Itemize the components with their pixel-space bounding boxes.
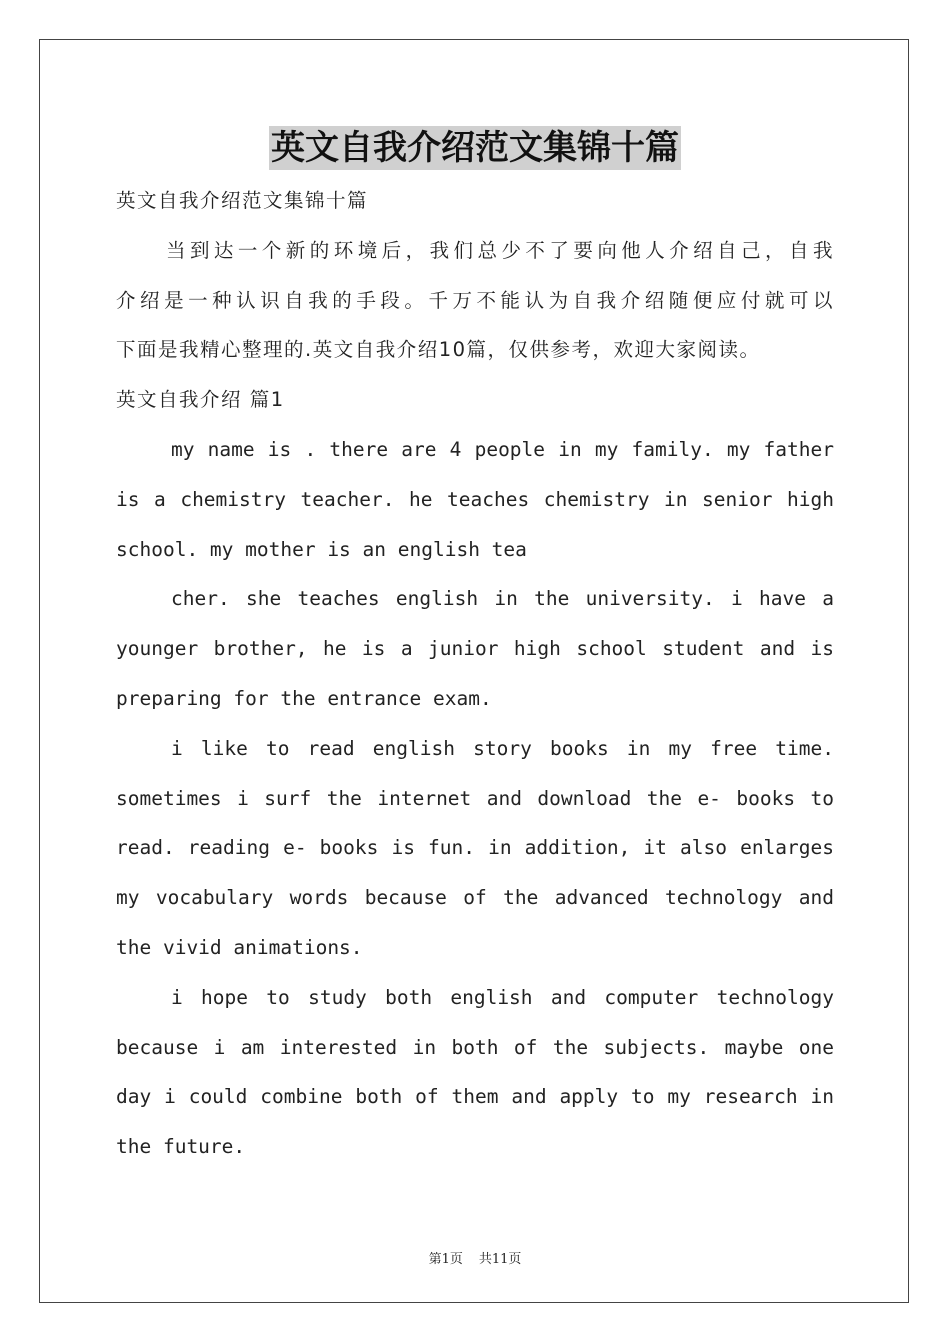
page-total: 共11页 bbox=[478, 1252, 522, 1267]
para2-line-2: younger brother, he is a junior high school student and is bbox=[116, 637, 834, 661]
page-footer bbox=[0, 1248, 950, 1267]
para2-line-1: cher. she teaches english in the university. i have a bbox=[171, 587, 834, 611]
para1-line-1: my name is . there are 4 people in my family. my father bbox=[171, 437, 834, 461]
section-heading: 英文自我介绍 篇1 bbox=[116, 388, 285, 412]
document-body bbox=[116, 176, 834, 1172]
para1-line-3: school. my mother is an english tea bbox=[116, 537, 527, 561]
para3-line-1: i like to read english story books in my free time. bbox=[171, 736, 834, 760]
document-subtitle: 英文自我介绍范文集锦十篇 bbox=[116, 189, 369, 212]
para3-line-2: sometimes i surf the internet and download the e- books to bbox=[116, 786, 834, 810]
para4-line-4: the future. bbox=[116, 1135, 246, 1159]
para4-line-2: because i am interested in both of the subjects. maybe one bbox=[116, 1035, 834, 1059]
intro-line-2: 介绍是一种认识自我的手段。千万不能认为自我介绍随便应付就可以 bbox=[116, 288, 834, 312]
intro-line-1: 当到达一个新的环境后，我们总少不了要向他人介绍自己，自我 bbox=[166, 238, 834, 262]
para4-line-1: i hope to study both english and computer technology bbox=[171, 985, 834, 1009]
para3-line-3: read. reading e- books is fun. in addition, it also enlarges bbox=[116, 836, 834, 860]
para3-line-4: my vocabulary words because of the advanced technology and bbox=[116, 886, 834, 910]
para2-line-3: preparing for the entrance exam. bbox=[116, 686, 492, 710]
page-number: 第1页 bbox=[428, 1252, 463, 1267]
document-title: 英文自我介绍范文集锦十篇 bbox=[271, 128, 679, 168]
para1-line-2: is a chemistry teacher. he teaches chemistry in senior high bbox=[116, 487, 834, 511]
para3-line-5: the vivid animations. bbox=[116, 935, 363, 959]
para4-line-3: day i could combine both of them and apply to my research in bbox=[116, 1085, 834, 1109]
title-wrap bbox=[0, 126, 950, 170]
intro-line-3: 下面是我精心整理的.英文自我介绍10篇，仅供参考，欢迎大家阅读。 bbox=[116, 338, 761, 362]
